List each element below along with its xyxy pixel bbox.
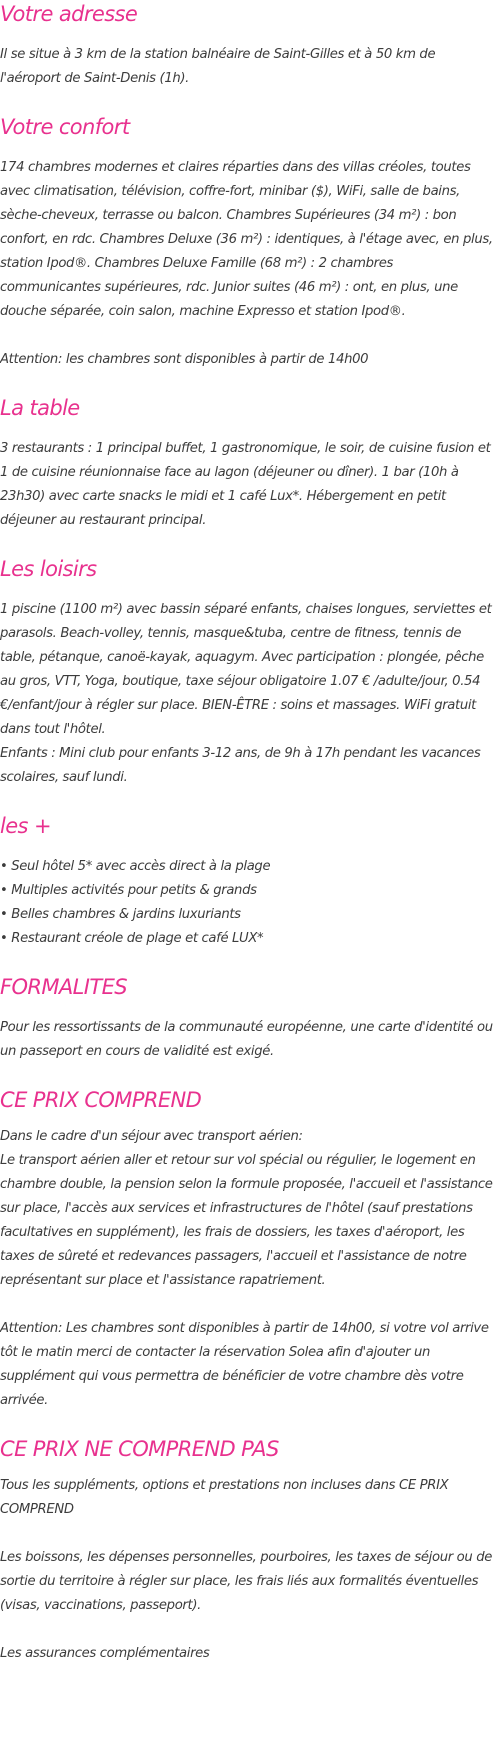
excludes-insurance: Les assurances complémentaires <box>0 1646 210 1661</box>
list-item: • Multiples activités pour petits & grands <box>0 883 257 898</box>
section-address <box>0 0 500 91</box>
section-title: Les loisirs <box>0 557 97 581</box>
list-item: • Seul hôtel 5* avec accès direct à la plage <box>0 859 271 874</box>
section-body <box>0 598 497 790</box>
section-body <box>0 855 497 951</box>
address-text: Il se situe à 3 km de la station balnéaire de Saint-Gilles et à 50 km de l'aéroport de Saint-Denis (1h). <box>0 47 436 86</box>
list-item: • Restaurant créole de plage et café LUX* <box>0 931 264 946</box>
comfort-attention: Attention: les chambres sont disponibles à partir de 14h00 <box>0 352 369 367</box>
excludes-intro: Tous les suppléments, options et prestations non incluses dans CE PRIX COMPREND <box>0 1478 449 1517</box>
section-dining <box>0 394 500 533</box>
comfort-text: 174 chambres modernes et claires réparties dans des villas créoles, toutes avec climatisation, télévision, coffre-fort, minibar ($), WiFi, salle de bains, sèche-cheveux, terrasse ou balcon. Chambres Supérieures (34 m²) : bon confort, en rdc. Chambres Deluxe (36 m²) : identiques, à l'étage avec, en plus, station Ipod®. Chambres Deluxe Famille (68 m²) : 2 chambres communicantes supérieures, rdc. Junior suites (46 m²) : ont, en plus, une douche séparée, coin salon, machine Expresso et station Ipod®. <box>0 160 493 319</box>
highlights-list <box>0 855 497 951</box>
section-body <box>0 43 497 91</box>
includes-intro: Dans le cadre d'un séjour avec transport aérien: <box>0 1129 303 1144</box>
includes-text: Le transport aérien aller et retour sur vol spécial ou régulier, le logement en chambre double, la pension selon la formule proposée, l'accueil et l'assistance sur place, l'accès aux services et infrastructures de l'hôtel (sauf prestations facultatives en supplément), les frais de dossiers, les taxes d'aéroport, les taxes de sûreté et redevances passagers, l'accueil et l'assistance de notre représentant sur place et l'assistance rapatriement. <box>0 1153 493 1288</box>
includes-attention: Attention: Les chambres sont disponibles à partir de 14h00, si votre vol arrive tôt le matin merci de contacter la réservation Solea afin d'ajouter un supplément qui vous permettra de bénéficier de votre chambre dès votre arrivée. <box>0 1321 489 1408</box>
section-highlights <box>0 812 500 951</box>
section-body <box>0 1474 497 1666</box>
formalities-text: Pour les ressortissants de la communauté européenne, une carte d'identité ou un passeport en cours de validité est exigé. <box>0 1020 493 1059</box>
section-title: Votre confort <box>0 115 130 139</box>
section-body <box>0 1125 497 1413</box>
section-comfort <box>0 113 500 372</box>
section-body <box>0 156 497 372</box>
section-title: Votre adresse <box>0 2 138 26</box>
section-leisure <box>0 555 500 790</box>
section-price-excludes <box>0 1435 500 1666</box>
leisure-text: 1 piscine (1100 m²) avec bassin séparé enfants, chaises longues, serviettes et parasols. Beach-volley, tennis, masque&tuba, centre de fitness, tennis de table, pétanque, canoë-kayak, aquagym. Avec participation : plongée, pêche au gros, VTT, Yoga, boutique, taxe séjour obligatoire 1.07 € /adulte/jour, 0.54 €/enfant/jour à régler sur place. BIEN-ÊTRE : soins et massages. WiFi gratuit dans tout l'hôtel. <box>0 602 492 737</box>
section-title: CE PRIX COMPREND <box>0 1088 202 1112</box>
section-formalities <box>0 973 500 1064</box>
section-title: les + <box>0 814 51 838</box>
dining-text: 3 restaurants : 1 principal buffet, 1 gastronomique, le soir, de cuisine fusion et 1 de cuisine réunionnaise face au lagon (déjeuner ou dîner). 1 bar (10h à 23h30) avec carte snacks le midi et 1 café Lux*. Hébergement en petit déjeuner au restaurant principal. <box>0 441 491 528</box>
section-body <box>0 1016 497 1064</box>
section-price-includes <box>0 1086 500 1413</box>
excludes-text: Les boissons, les dépenses personnelles, pourboires, les taxes de séjour ou de sortie du territoire à régler sur place, les frais liés aux formalités éventuelles (visas, vaccinations, passeport). <box>0 1550 492 1613</box>
kids-club-text: Enfants : Mini club pour enfants 3-12 ans, de 9h à 17h pendant les vacances scolaires, sauf lundi. <box>0 746 481 785</box>
section-title: CE PRIX NE COMPREND PAS <box>0 1437 279 1461</box>
section-body <box>0 437 497 533</box>
section-title: La table <box>0 396 80 420</box>
section-title: FORMALITES <box>0 975 128 999</box>
list-item: • Belles chambres & jardins luxuriants <box>0 907 241 922</box>
